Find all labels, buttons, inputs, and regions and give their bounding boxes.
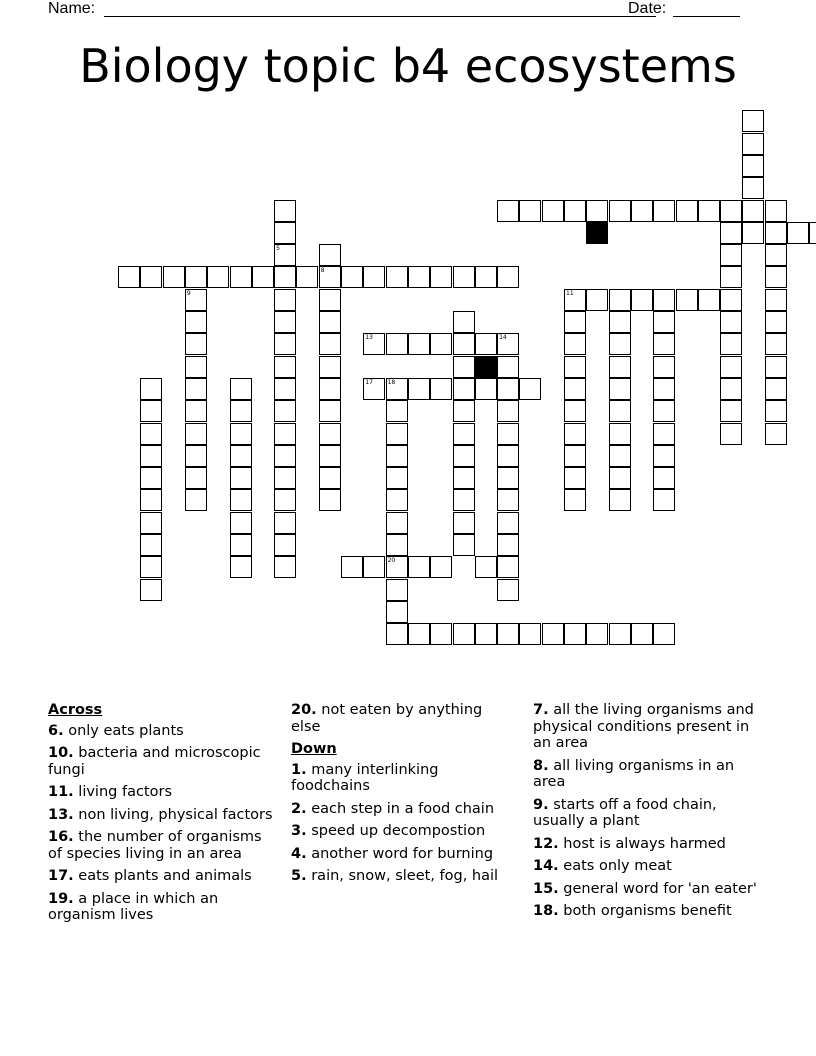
grid-cell[interactable] bbox=[765, 266, 787, 288]
grid-cell[interactable] bbox=[274, 200, 296, 222]
clue-item-number: 12. bbox=[533, 835, 559, 852]
grid-cell[interactable] bbox=[564, 356, 586, 378]
grid-cell[interactable] bbox=[140, 467, 162, 489]
grid-cell[interactable] bbox=[586, 623, 608, 645]
clue-item bbox=[48, 891, 278, 924]
grid-cell[interactable] bbox=[497, 556, 519, 578]
clue-item bbox=[48, 868, 278, 885]
grid-cell[interactable] bbox=[140, 579, 162, 601]
clue-item bbox=[291, 868, 516, 885]
grid-cell[interactable] bbox=[609, 333, 631, 355]
grid-cell[interactable] bbox=[698, 200, 720, 222]
grid-cell[interactable] bbox=[140, 556, 162, 578]
grid-cell[interactable] bbox=[519, 200, 541, 222]
name-label: Name: bbox=[48, 0, 96, 17]
grid-cell[interactable] bbox=[609, 200, 631, 222]
grid-cell[interactable] bbox=[274, 489, 296, 511]
clue-item-text: all living organisms in an area bbox=[533, 757, 735, 790]
grid-cell[interactable] bbox=[274, 534, 296, 556]
grid-cell[interactable] bbox=[363, 333, 385, 355]
grid-cell[interactable] bbox=[497, 623, 519, 645]
grid-cell[interactable] bbox=[453, 423, 475, 445]
clue-item-number: 15. bbox=[533, 880, 559, 897]
grid-cell[interactable] bbox=[765, 244, 787, 266]
clue-item-text: the number of organisms of species living in an area bbox=[48, 829, 262, 862]
grid-cell[interactable] bbox=[185, 333, 207, 355]
grid-cell[interactable] bbox=[809, 222, 816, 244]
grid-cell[interactable] bbox=[341, 266, 363, 288]
clue-item-text: all the living organisms and physical conditions present in an area bbox=[533, 702, 754, 751]
grid-cell[interactable] bbox=[453, 378, 475, 400]
clue-item-text: both organisms benefit bbox=[558, 903, 732, 919]
grid-cell[interactable] bbox=[230, 266, 252, 288]
grid-cell[interactable] bbox=[765, 200, 787, 222]
grid-cell[interactable] bbox=[787, 222, 809, 244]
grid-cell[interactable] bbox=[765, 400, 787, 422]
grid-cell[interactable] bbox=[653, 467, 675, 489]
grid-cell[interactable] bbox=[185, 445, 207, 467]
grid-cell[interactable] bbox=[319, 467, 341, 489]
grid-cell[interactable] bbox=[363, 556, 385, 578]
grid-cell[interactable] bbox=[475, 333, 497, 355]
grid-cell[interactable] bbox=[564, 489, 586, 511]
clue-item-number: 10. bbox=[48, 745, 74, 761]
grid-cell[interactable] bbox=[765, 289, 787, 311]
grid-cell[interactable] bbox=[319, 266, 341, 288]
grid-cell[interactable] bbox=[252, 266, 274, 288]
grid-cell[interactable] bbox=[497, 356, 519, 378]
clue-number: 11 bbox=[566, 289, 574, 297]
grid-cell[interactable] bbox=[475, 266, 497, 288]
grid-cell[interactable] bbox=[653, 423, 675, 445]
grid-cell[interactable] bbox=[408, 266, 430, 288]
grid-cell[interactable] bbox=[765, 311, 787, 333]
clue-item-text: eats plants and animals bbox=[73, 868, 252, 884]
grid-cell[interactable] bbox=[742, 110, 764, 132]
grid-cell[interactable] bbox=[319, 356, 341, 378]
grid-cell[interactable] bbox=[497, 423, 519, 445]
grid-cell[interactable] bbox=[453, 534, 475, 556]
grid-cell[interactable] bbox=[140, 400, 162, 422]
grid-cell[interactable] bbox=[653, 445, 675, 467]
grid-cell[interactable] bbox=[230, 489, 252, 511]
grid-cell[interactable] bbox=[319, 333, 341, 355]
down-clue-list bbox=[291, 762, 516, 885]
grid-cell[interactable] bbox=[653, 356, 675, 378]
grid-cell[interactable] bbox=[497, 400, 519, 422]
grid-cell[interactable] bbox=[653, 333, 675, 355]
grid-cell[interactable] bbox=[720, 200, 742, 222]
grid-cell[interactable] bbox=[653, 623, 675, 645]
grid-cell[interactable] bbox=[609, 467, 631, 489]
grid-cell[interactable] bbox=[586, 289, 608, 311]
date-label: Date: bbox=[628, 0, 667, 17]
grid-cell[interactable] bbox=[720, 222, 742, 244]
grid-cell[interactable] bbox=[742, 133, 764, 155]
clue-item-text: not eaten by anything else bbox=[291, 702, 483, 735]
grid-cell[interactable] bbox=[631, 289, 653, 311]
grid-cell[interactable] bbox=[386, 556, 408, 578]
grid-cell[interactable] bbox=[475, 556, 497, 578]
grid-cell[interactable] bbox=[408, 378, 430, 400]
grid-cell[interactable] bbox=[765, 423, 787, 445]
grid-cell[interactable] bbox=[185, 266, 207, 288]
grid-cell[interactable] bbox=[274, 244, 296, 266]
grid-cell[interactable] bbox=[720, 356, 742, 378]
grid-cell[interactable] bbox=[564, 623, 586, 645]
grid-cell[interactable] bbox=[185, 467, 207, 489]
grid-cell[interactable] bbox=[609, 378, 631, 400]
grid-cell[interactable] bbox=[564, 445, 586, 467]
grid-cell[interactable] bbox=[319, 445, 341, 467]
clue-item bbox=[533, 758, 758, 791]
clue-item-text: a place in which an organism lives bbox=[48, 890, 219, 923]
clue-item-number: 20. bbox=[291, 702, 317, 718]
clues-column-1 bbox=[48, 702, 278, 930]
grid-cell[interactable] bbox=[653, 489, 675, 511]
clue-item-number: 7. bbox=[533, 702, 549, 718]
grid-cell[interactable] bbox=[519, 623, 541, 645]
grid-cell[interactable] bbox=[230, 467, 252, 489]
grid-cell[interactable] bbox=[720, 400, 742, 422]
clue-item bbox=[533, 836, 758, 853]
clue-item-number: 11. bbox=[48, 784, 74, 800]
clue-item bbox=[48, 829, 278, 862]
grid-cell[interactable] bbox=[653, 200, 675, 222]
grid-cell[interactable] bbox=[765, 333, 787, 355]
grid-block bbox=[586, 222, 608, 244]
grid-cell[interactable] bbox=[230, 423, 252, 445]
grid-cell[interactable] bbox=[720, 244, 742, 266]
grid-cell[interactable] bbox=[453, 311, 475, 333]
grid-cell[interactable] bbox=[274, 445, 296, 467]
grid-cell[interactable] bbox=[185, 311, 207, 333]
page-title: Biology topic b4 ecosystems bbox=[79, 39, 737, 93]
grid-cell[interactable] bbox=[519, 378, 541, 400]
grid-cell[interactable] bbox=[386, 333, 408, 355]
grid-cell[interactable] bbox=[542, 200, 564, 222]
grid-cell[interactable] bbox=[453, 512, 475, 534]
grid-cell[interactable] bbox=[609, 489, 631, 511]
grid-cell[interactable] bbox=[118, 266, 140, 288]
grid-cell[interactable] bbox=[564, 289, 586, 311]
clue-item-number: 1. bbox=[291, 761, 307, 778]
clue-item bbox=[48, 807, 278, 824]
grid-cell[interactable] bbox=[319, 423, 341, 445]
grid-cell[interactable] bbox=[274, 467, 296, 489]
grid-cell[interactable] bbox=[274, 289, 296, 311]
grid-cell[interactable] bbox=[564, 467, 586, 489]
grid-cell[interactable] bbox=[230, 512, 252, 534]
clue-number: 20 bbox=[387, 557, 396, 565]
clue-item-number: 13. bbox=[48, 806, 74, 823]
grid-cell[interactable] bbox=[386, 445, 408, 467]
grid-cell[interactable] bbox=[497, 534, 519, 556]
clue-item-number: 8. bbox=[533, 757, 549, 774]
grid-cell[interactable] bbox=[453, 266, 475, 288]
grid-cell[interactable] bbox=[430, 266, 452, 288]
grid-cell[interactable] bbox=[631, 200, 653, 222]
grid-cell[interactable] bbox=[631, 623, 653, 645]
grid-cell[interactable] bbox=[274, 222, 296, 244]
grid-cell[interactable] bbox=[430, 378, 452, 400]
grid-cell[interactable] bbox=[497, 489, 519, 511]
clue-item-number: 9. bbox=[533, 796, 549, 813]
clue-item bbox=[533, 858, 758, 875]
clue-number: 9 bbox=[186, 289, 191, 297]
clue-item-text: speed up decompostion bbox=[306, 823, 486, 839]
grid-cell[interactable] bbox=[319, 289, 341, 311]
clue-item-text: eats only meat bbox=[558, 858, 672, 874]
grid-cell[interactable] bbox=[274, 333, 296, 355]
grid-cell[interactable] bbox=[319, 489, 341, 511]
grid-cell[interactable] bbox=[453, 445, 475, 467]
clue-item-text: each step in a food chain bbox=[306, 800, 495, 817]
grid-cell[interactable] bbox=[363, 378, 385, 400]
grid-cell[interactable] bbox=[140, 378, 162, 400]
grid-cell[interactable] bbox=[497, 579, 519, 601]
grid-cell[interactable] bbox=[274, 266, 296, 288]
grid-cell[interactable] bbox=[609, 445, 631, 467]
grid-cell[interactable] bbox=[230, 378, 252, 400]
grid-cell[interactable] bbox=[698, 289, 720, 311]
clue-number: 13 bbox=[365, 334, 373, 342]
grid-cell[interactable] bbox=[497, 200, 519, 222]
clue-item bbox=[48, 723, 278, 740]
grid-cell[interactable] bbox=[742, 177, 764, 199]
grid-cell[interactable] bbox=[319, 311, 341, 333]
grid-cell[interactable] bbox=[319, 400, 341, 422]
grid-cell[interactable] bbox=[720, 289, 742, 311]
grid-cell[interactable] bbox=[185, 400, 207, 422]
grid-cell[interactable] bbox=[185, 378, 207, 400]
clue-item bbox=[291, 801, 516, 818]
clue-item-number: 16. bbox=[48, 829, 74, 845]
grid-cell[interactable] bbox=[185, 489, 207, 511]
down-heading: Down bbox=[291, 741, 337, 757]
clue-item bbox=[48, 784, 278, 801]
clue-item-text: host is always harmed bbox=[558, 835, 726, 852]
grid-cell[interactable] bbox=[497, 445, 519, 467]
grid-cell[interactable] bbox=[453, 489, 475, 511]
grid-cell[interactable] bbox=[363, 266, 385, 288]
grid-cell[interactable] bbox=[475, 623, 497, 645]
grid-cell[interactable] bbox=[720, 423, 742, 445]
grid-cell[interactable] bbox=[742, 200, 764, 222]
grid-cell[interactable] bbox=[386, 378, 408, 400]
grid-cell[interactable] bbox=[319, 378, 341, 400]
grid-cell[interactable] bbox=[564, 200, 586, 222]
grid-cell[interactable] bbox=[386, 623, 408, 645]
grid-cell[interactable] bbox=[609, 289, 631, 311]
grid-cell[interactable] bbox=[497, 266, 519, 288]
grid-cell[interactable] bbox=[676, 289, 698, 311]
grid-cell[interactable] bbox=[140, 445, 162, 467]
grid-cell[interactable] bbox=[230, 445, 252, 467]
clue-number: 8 bbox=[320, 267, 325, 275]
clue-item-text: many interlinking foodchains bbox=[291, 761, 439, 794]
clue-item-number: 3. bbox=[291, 823, 307, 839]
grid-cell[interactable] bbox=[453, 400, 475, 422]
grid-block bbox=[475, 356, 497, 378]
grid-cell[interactable] bbox=[475, 378, 497, 400]
grid-cell[interactable] bbox=[341, 556, 363, 578]
grid-cell[interactable] bbox=[720, 311, 742, 333]
across-clue-list-continued bbox=[291, 702, 516, 735]
grid-cell[interactable] bbox=[386, 579, 408, 601]
grid-cell[interactable] bbox=[609, 400, 631, 422]
grid-cell[interactable] bbox=[609, 623, 631, 645]
grid-cell[interactable] bbox=[653, 400, 675, 422]
clue-item bbox=[291, 823, 516, 840]
grid-cell[interactable] bbox=[296, 266, 318, 288]
grid-cell[interactable] bbox=[386, 489, 408, 511]
clue-item-number: 19. bbox=[48, 890, 74, 907]
clue-item bbox=[291, 846, 516, 863]
grid-cell[interactable] bbox=[609, 423, 631, 445]
clue-number: 5 bbox=[276, 245, 280, 253]
clues-column-3 bbox=[533, 702, 758, 926]
clue-item-text: only eats plants bbox=[63, 722, 184, 739]
grid-cell[interactable] bbox=[140, 266, 162, 288]
grid-cell[interactable] bbox=[430, 333, 452, 355]
grid-cell[interactable] bbox=[386, 601, 408, 623]
grid-cell[interactable] bbox=[653, 289, 675, 311]
grid-cell[interactable] bbox=[653, 311, 675, 333]
grid-cell[interactable] bbox=[408, 333, 430, 355]
grid-cell[interactable] bbox=[453, 356, 475, 378]
grid-cell[interactable] bbox=[274, 356, 296, 378]
grid-cell[interactable] bbox=[207, 266, 229, 288]
grid-cell[interactable] bbox=[274, 400, 296, 422]
grid-cell[interactable] bbox=[497, 467, 519, 489]
grid-cell[interactable] bbox=[586, 200, 608, 222]
clue-item-number: 4. bbox=[291, 845, 307, 862]
clue-item bbox=[533, 903, 758, 920]
clue-item bbox=[533, 881, 758, 898]
grid-cell[interactable] bbox=[453, 623, 475, 645]
grid-cell[interactable] bbox=[140, 423, 162, 445]
grid-cell[interactable] bbox=[408, 556, 430, 578]
grid-cell[interactable] bbox=[274, 378, 296, 400]
grid-cell[interactable] bbox=[765, 356, 787, 378]
across-clue-list bbox=[48, 723, 278, 924]
grid-cell[interactable] bbox=[542, 623, 564, 645]
clue-item bbox=[533, 702, 758, 752]
clue-item-number: 17. bbox=[48, 868, 74, 884]
grid-cell[interactable] bbox=[386, 423, 408, 445]
clue-number: 18 bbox=[387, 378, 396, 386]
grid-cell[interactable] bbox=[609, 311, 631, 333]
grid-cell[interactable] bbox=[386, 512, 408, 534]
clue-item-text: non living, physical factors bbox=[73, 806, 273, 823]
grid-cell[interactable] bbox=[319, 244, 341, 266]
grid-cell[interactable] bbox=[140, 534, 162, 556]
down-clue-list-continued bbox=[533, 702, 758, 920]
grid-cell[interactable] bbox=[408, 623, 430, 645]
clue-item-number: 18. bbox=[533, 903, 559, 919]
clue-item-text: rain, snow, sleet, fog, hail bbox=[306, 868, 499, 884]
grid-cell[interactable] bbox=[140, 512, 162, 534]
clue-number: 14 bbox=[499, 334, 507, 342]
grid-cell[interactable] bbox=[742, 222, 764, 244]
grid-cell[interactable] bbox=[564, 400, 586, 422]
grid-cell[interactable] bbox=[274, 423, 296, 445]
clue-item-text: starts off a food chain, usually a plant bbox=[533, 796, 717, 829]
grid-cell[interactable] bbox=[430, 623, 452, 645]
clue-item bbox=[291, 762, 516, 795]
clue-item bbox=[533, 797, 758, 830]
grid-cell[interactable] bbox=[140, 489, 162, 511]
grid-cell[interactable] bbox=[609, 356, 631, 378]
grid-cell[interactable] bbox=[497, 333, 519, 355]
grid-cell[interactable] bbox=[230, 534, 252, 556]
grid-cell[interactable] bbox=[274, 556, 296, 578]
clue-number: 17 bbox=[365, 378, 373, 386]
clue-item-text: living factors bbox=[73, 784, 173, 800]
grid-cell[interactable] bbox=[497, 512, 519, 534]
grid-cell[interactable] bbox=[386, 400, 408, 422]
grid-cell[interactable] bbox=[230, 556, 252, 578]
grid-cell[interactable] bbox=[564, 378, 586, 400]
grid-cell[interactable] bbox=[386, 266, 408, 288]
grid-cell[interactable] bbox=[653, 378, 675, 400]
grid-cell[interactable] bbox=[386, 534, 408, 556]
clue-item-number: 6. bbox=[48, 722, 64, 739]
grid-cell[interactable] bbox=[274, 311, 296, 333]
grid-cell[interactable] bbox=[564, 311, 586, 333]
grid-cell[interactable] bbox=[230, 400, 252, 422]
grid-cell[interactable] bbox=[163, 266, 185, 288]
across-heading: Across bbox=[48, 702, 103, 718]
grid-cell[interactable] bbox=[564, 423, 586, 445]
grid-cell[interactable] bbox=[185, 423, 207, 445]
grid-cell[interactable] bbox=[497, 378, 519, 400]
clue-item-text: another word for burning bbox=[306, 845, 494, 862]
grid-cell[interactable] bbox=[720, 266, 742, 288]
grid-cell[interactable] bbox=[676, 200, 698, 222]
clue-item-number: 14. bbox=[533, 858, 559, 874]
grid-cell[interactable] bbox=[453, 333, 475, 355]
clue-item-number: 5. bbox=[291, 868, 307, 884]
grid-cell[interactable] bbox=[564, 333, 586, 355]
grid-cell[interactable] bbox=[185, 289, 207, 311]
clue-item-text: bacteria and microscopic fungi bbox=[48, 745, 261, 778]
grid-cell[interactable] bbox=[453, 467, 475, 489]
grid-cell[interactable] bbox=[742, 155, 764, 177]
clue-item bbox=[291, 702, 516, 735]
clue-item-text: general word for 'an eater' bbox=[558, 880, 757, 897]
clues-column-2 bbox=[291, 702, 516, 891]
grid-cell[interactable] bbox=[720, 378, 742, 400]
clue-item-number: 2. bbox=[291, 800, 307, 817]
clue-item bbox=[48, 745, 278, 778]
grid-cell[interactable] bbox=[765, 378, 787, 400]
grid-cell[interactable] bbox=[430, 556, 452, 578]
grid-cell[interactable] bbox=[720, 333, 742, 355]
grid-cell[interactable] bbox=[765, 222, 787, 244]
grid-cell[interactable] bbox=[185, 356, 207, 378]
grid-cell[interactable] bbox=[386, 467, 408, 489]
grid-cell[interactable] bbox=[274, 512, 296, 534]
